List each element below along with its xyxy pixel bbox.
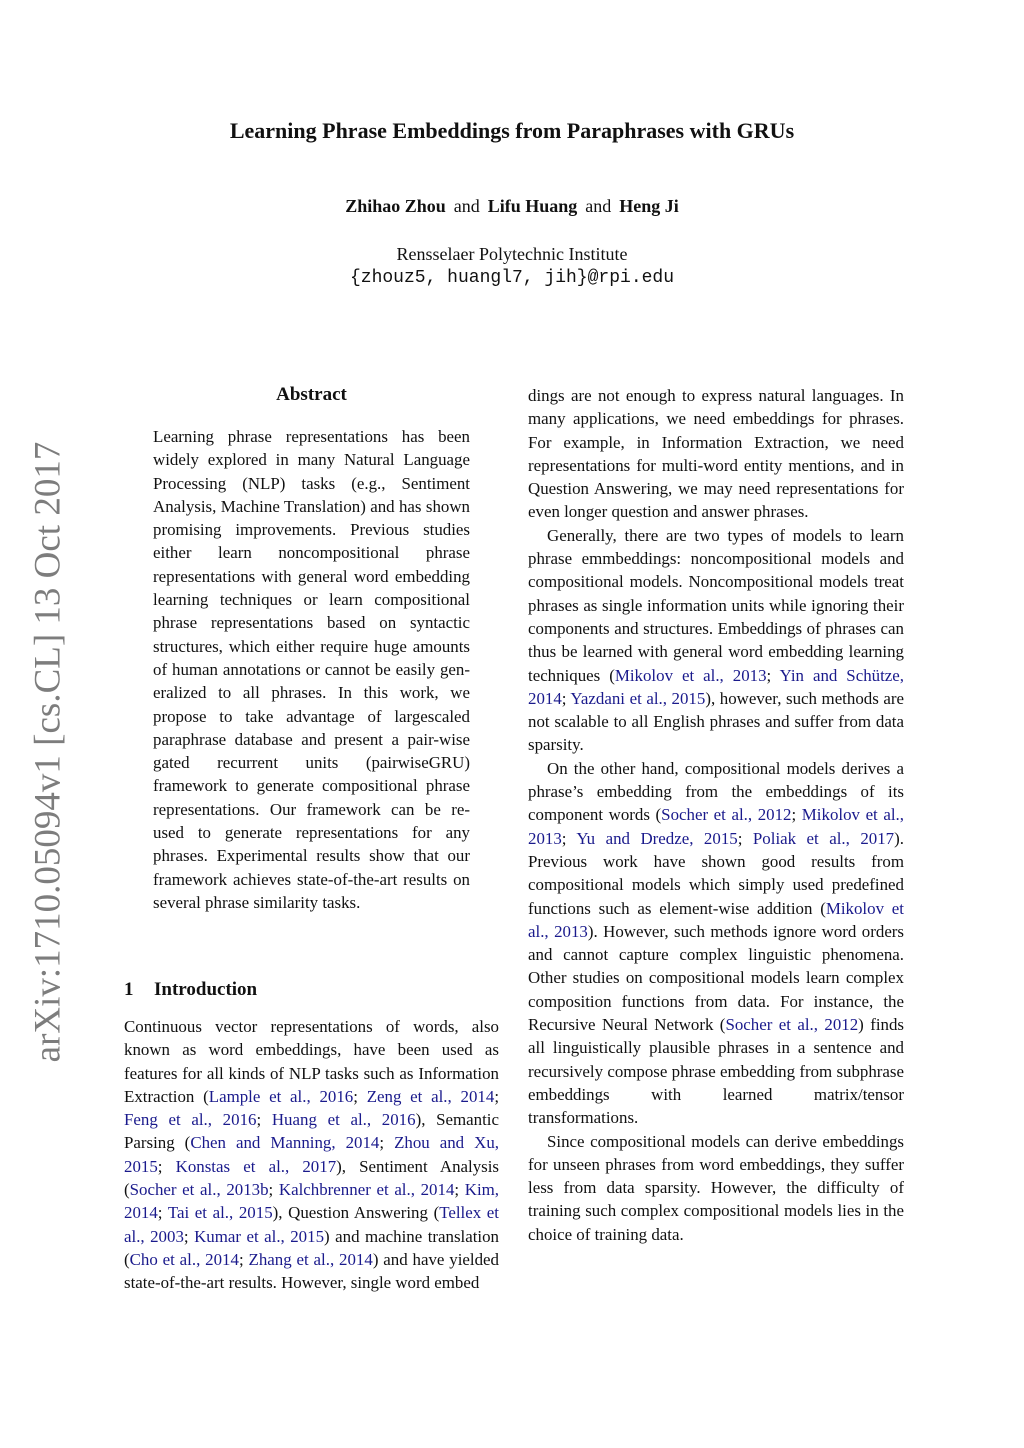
paragraph-text: Generally, there are two types of models to learn phrase emmbeddings: noncompositional models and compositional models. Noncompositional models treat phrases as single information units while ignoring their components and structures. Embeddings of phrases can thus be learned with general word embedding learning techniques ( xyxy=(528,525,904,685)
paragraph-text: ). However, such methods ignore word orders and cannot capture complex linguistic phenomena. Other studies on compositional models learn complex composition functions from data. For instance, the Recursive Neural Network ( xyxy=(528,921,905,1035)
paragraph-text: ; xyxy=(454,1180,465,1200)
citation-link[interactable]: Huang et al., 2016 xyxy=(271,1110,416,1130)
paragraph-text: ; xyxy=(157,1156,176,1176)
citation-link[interactable]: Mikolov et al., 2013 xyxy=(614,665,767,685)
citation-link[interactable]: Lample et al., 2016 xyxy=(208,1086,354,1106)
paragraph-text: ), however, such methods are not scalable to all English phrases and suffer from data sparsity. xyxy=(528,688,904,755)
citation-link[interactable]: Zeng et al., 2014 xyxy=(366,1086,495,1106)
citation-link[interactable]: Socher et al., 2013b xyxy=(129,1180,269,1200)
citation-link[interactable]: Poliak et al., 2017 xyxy=(752,828,895,848)
paragraph-text: On the other hand, compositional models derives a phrase’s embedding from the embeddings of its component words ( xyxy=(528,758,904,825)
paragraph-text: ; xyxy=(353,1086,367,1106)
citation-link[interactable]: Kim, 2014 xyxy=(124,1180,500,1223)
citation-link[interactable]: Kumar et al., 2015 xyxy=(194,1226,325,1246)
paragraph-text: Continuous vector representations of words, also known as word embeddings, have been used as features for all kinds of NLP tasks such as Information Extraction ( xyxy=(124,1017,499,1106)
paragraph-text: ; xyxy=(268,1180,279,1200)
paragraph-text: ), Semantic Parsing ( xyxy=(124,1110,499,1153)
section-number: 1 xyxy=(124,979,134,1000)
paragraph-text: ; xyxy=(238,1249,249,1269)
intro-paragraph-4 xyxy=(528,757,904,1130)
citation-link[interactable]: Zhou and Xu, 2015 xyxy=(124,1133,499,1176)
citation-link[interactable]: Yin and Schütze, 2014 xyxy=(528,665,904,708)
citation-link[interactable]: Yu and Dredze, 2015 xyxy=(576,828,738,848)
intro-paragraph-5 xyxy=(528,1130,904,1246)
paragraph-text: ) and machine translation ( xyxy=(124,1226,499,1269)
paragraph-text: ; xyxy=(561,828,577,848)
author-name: Zhihao Zhou xyxy=(345,196,446,216)
right-column xyxy=(528,384,904,1246)
affiliation: Rensselaer Polytechnic Institute xyxy=(396,244,628,264)
author-separator: and xyxy=(585,196,612,216)
abstract-heading: Abstract xyxy=(276,384,347,405)
intro-paragraph-3 xyxy=(528,524,904,757)
citation-link[interactable]: Zhang et al., 2014 xyxy=(248,1249,373,1269)
citation-link[interactable]: Cho et al., 2014 xyxy=(129,1249,239,1269)
citation-link[interactable]: Yazdani et al., 2015 xyxy=(570,688,706,708)
author-name: Lifu Huang xyxy=(487,196,578,216)
paragraph-text: ; xyxy=(183,1226,195,1246)
intro-paragraph-1 xyxy=(124,1015,499,1295)
paragraph-text: ). Previous work have shown good results from compositional models which simply used predefined functions such as element-wise addition ( xyxy=(528,828,904,918)
citation-link[interactable]: Kalchbrenner et al., 2014 xyxy=(278,1180,455,1200)
paragraph-text: ) and have yielded state-of-the-art results. However, single word embed xyxy=(124,1249,499,1293)
citation-link[interactable]: Konstas et al., 2017 xyxy=(175,1156,337,1176)
paragraph-text: ; xyxy=(791,805,802,825)
citation-link[interactable]: Socher et al., 2012 xyxy=(725,1015,859,1035)
paragraph-text: ; xyxy=(256,1110,272,1130)
intro-paragraph-2 xyxy=(528,384,904,524)
paragraph-text: Since compositional models can derive embeddings for unseen phrases from word embeddings, they suffer less from data sparsity. However, the difficulty of training such complex compositional models lies in the choice of training data. xyxy=(528,1131,904,1244)
paragraph-text: dings are not enough to express natural languages. In many applications, we need embeddings for phrases. For example, in Information Extraction, we need representations for multi-word entity mentions, and in Question Answering, we may need representations for even longer question and answer phrases. xyxy=(528,386,904,522)
paragraph-text: ; xyxy=(157,1203,168,1223)
abstract-text: Learning phrase representations has been widely explored in many Natural Language Processing (NLP) tasks (e.g., Sentiment Analysis, Machine Translation) and has shown promising improvements. Previous studies either learn noncompositional phrase representations with general word embedding learning techniques or learn compositional phrase representations based on syntactic structures, which either require huge amounts of human annotations or cannot be easily generalized to all phrases. In this work, we propose to take advantage of largescaled paraphrase database and present a pair-wise gated recurrent units (pairwiseGRU) framework to generate compositional phrase representations. Our framework can be re-used to generate representations for any phrases. Experimental results show that our framework achieves state-of-the-art results on several phrase similarity tasks. xyxy=(153,427,470,912)
paragraph-text: ; xyxy=(494,1086,500,1106)
citation-link[interactable]: Mikolov et al., 2013 xyxy=(528,898,904,941)
arxiv-identifier: arXiv:1710.05094v1 [cs.CL] 13 Oct 2017 xyxy=(27,441,69,1063)
citation-link[interactable]: Tai et al., 2015 xyxy=(167,1203,273,1223)
paragraph-text: ; xyxy=(561,688,571,708)
citation-link[interactable]: Feng et al., 2016 xyxy=(124,1110,257,1130)
citation-link[interactable]: Socher et al., 2012 xyxy=(661,805,792,825)
section-heading-introduction xyxy=(124,979,499,1001)
author-list xyxy=(0,196,1024,217)
paragraph-text: ), Sentiment Analysis ( xyxy=(124,1156,499,1200)
author-email: {zhouz5, huangl7, jih}@rpi.edu xyxy=(349,268,675,288)
paragraph-text: ; xyxy=(737,828,753,848)
citation-link[interactable]: Chen and Manning, 2014 xyxy=(190,1133,380,1153)
paper-title: Learning Phrase Embeddings from Paraphrases with GRUs xyxy=(229,118,795,143)
citation-link[interactable]: Tellex et al., 2003 xyxy=(124,1203,499,1246)
paragraph-text: ) finds all linguistically plausible phrases in a sentence and recursively compose phrase embedding from subphrase embeddings with learned matrix/tensor transformations. xyxy=(528,1015,904,1128)
citation-link[interactable]: Mikolov et al., 2013 xyxy=(528,805,904,848)
paragraph-text: ; xyxy=(379,1133,395,1153)
author-separator: and xyxy=(453,196,480,216)
author-name: Heng Ji xyxy=(619,196,679,216)
arxiv-sidebar xyxy=(26,441,70,1063)
paragraph-text: ), Question Answering ( xyxy=(272,1203,440,1223)
paragraph-text: ; xyxy=(766,665,780,685)
section-title: Introduction xyxy=(154,979,258,1000)
